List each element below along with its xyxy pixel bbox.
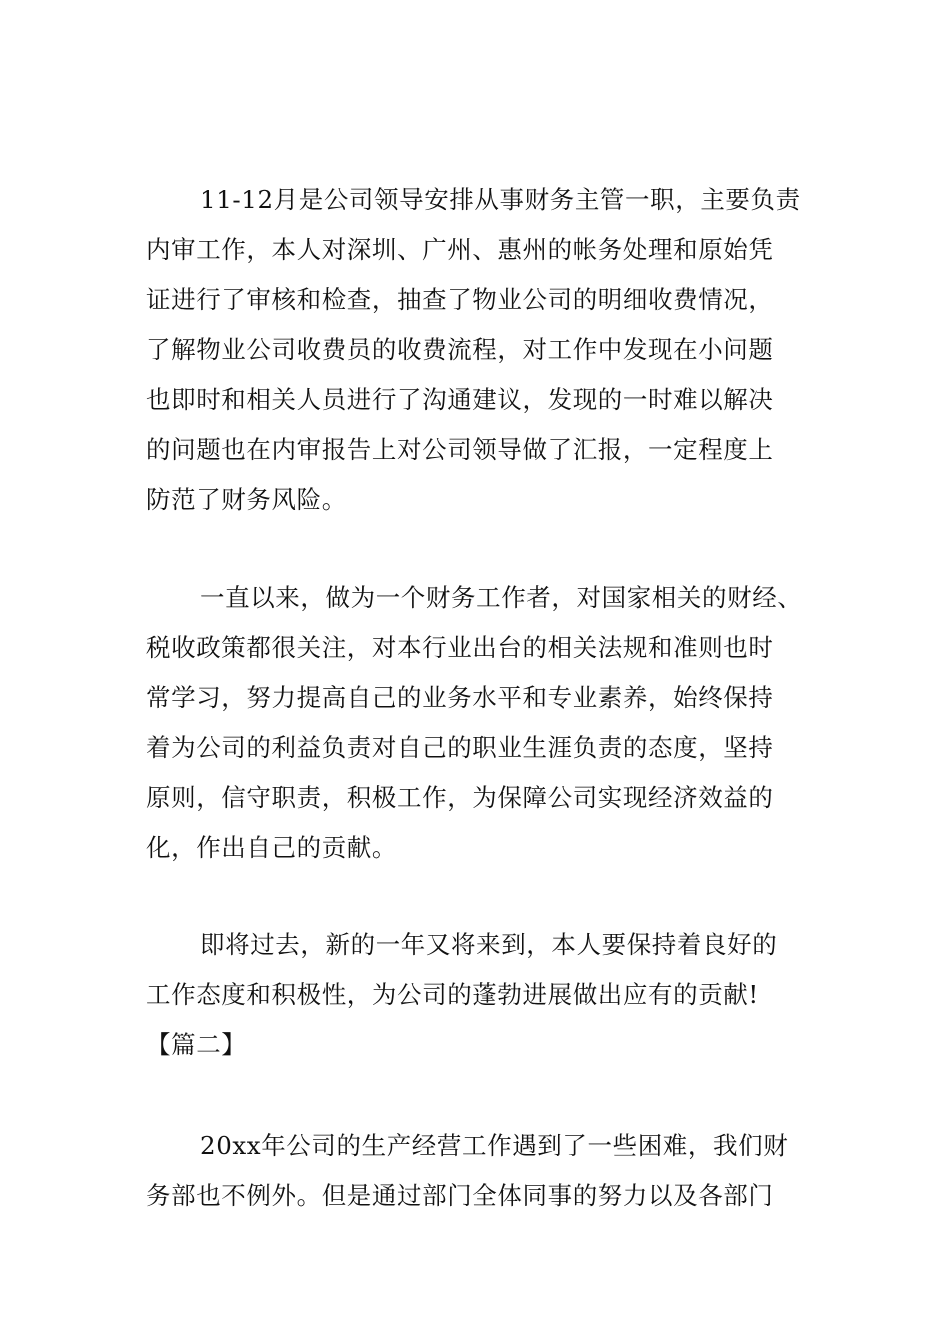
paragraph-1-line-1: 11-12月是公司领导安排从事财务主管一职，主要负责 xyxy=(200,185,801,214)
paragraph-2-line-6: 化，作出自己的贡献。 xyxy=(146,833,397,862)
paragraph-3-line-2: 工作态度和积极性，为公司的蓬勃进展做出应有的贡献! xyxy=(146,980,759,1009)
section-heading: 【篇二】 xyxy=(146,1030,247,1059)
paragraph-4-line-1: 20xx年公司的生产经营工作遇到了一些困难，我们财 xyxy=(200,1131,789,1160)
paragraph-2-line-3: 常学习，努力提高自己的业务水平和专业素养，始终保持 xyxy=(146,683,774,712)
paragraph-2-line-1: 一直以来，做为一个财务工作者，对国家相关的财经、 xyxy=(200,583,803,612)
paragraph-1-line-5: 也即时和相关人员进行了沟通建议，发现的一时难以解决 xyxy=(146,385,774,414)
paragraph-2-line-4: 着为公司的利益负责对自己的职业生涯负责的态度，坚持 xyxy=(146,733,774,762)
paragraph-4-line-2: 务部也不例外。但是通过部门全体同事的努力以及各部门 xyxy=(146,1181,774,1210)
paragraph-1-line-2: 内审工作，本人对深圳、广州、惠州的帐务处理和原始凭 xyxy=(146,235,774,264)
paragraph-1-line-4: 了解物业公司收费员的收费流程，对工作中发现在小问题 xyxy=(146,335,774,364)
paragraph-1-line-7: 防范了财务风险。 xyxy=(146,485,347,514)
paragraph-1-line-3: 证进行了审核和检查，抽查了物业公司的明细收费情况， xyxy=(146,285,774,314)
paragraph-3-line-1: 即将过去，新的一年又将来到，本人要保持着良好的 xyxy=(200,930,778,959)
paragraph-2-line-5: 原则，信守职责，积极工作，为保障公司实现经济效益的 xyxy=(146,783,774,812)
paragraph-2-line-2: 税收政策都很关注，对本行业出台的相关法规和准则也时 xyxy=(146,633,774,662)
paragraph-1-line-6: 的问题也在内审报告上对公司领导做了汇报，一定程度上 xyxy=(146,435,774,464)
